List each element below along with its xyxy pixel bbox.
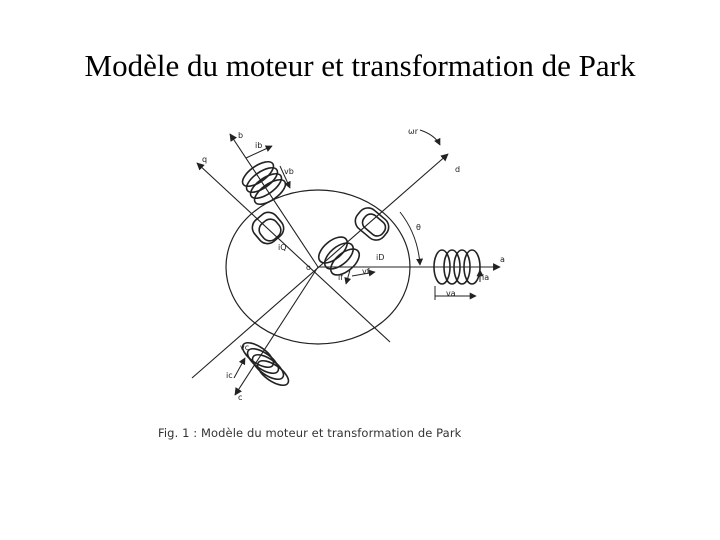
- axis-a-label: a: [500, 255, 505, 264]
- axis-q-line: [197, 163, 390, 342]
- if-label: if: [338, 273, 344, 282]
- iq-label: iQ: [278, 243, 287, 252]
- coil-b: [239, 157, 290, 209]
- vb-label: vb: [284, 167, 294, 176]
- axis-c-label: c: [238, 393, 243, 402]
- axis-b-line: [230, 134, 318, 267]
- ia-label: ia: [482, 273, 490, 282]
- id-label: iD: [376, 253, 385, 262]
- origin-label: o: [306, 263, 311, 272]
- theta-label: θ: [416, 223, 421, 232]
- axis-q-label: q: [202, 155, 208, 164]
- ic-label: ic: [226, 371, 233, 380]
- axis-b-label: b: [238, 131, 244, 140]
- ib-label: ib: [255, 141, 263, 150]
- axis-d-label: d: [455, 165, 461, 174]
- park-diagram: [150, 110, 530, 410]
- coil-d: [351, 204, 392, 244]
- axis-c-line: [235, 267, 318, 395]
- motor-model-svg: [150, 110, 530, 410]
- va-label: va: [446, 289, 456, 298]
- omega-label: ωr: [408, 127, 418, 136]
- vf-label: vf: [362, 267, 370, 276]
- omega-arc: [420, 130, 440, 145]
- vc-label: vc: [240, 343, 250, 352]
- slide-title: Modèle du moteur et transformation de Park: [84, 48, 636, 83]
- figure-caption: Fig. 1 : Modèle du moteur et transformation de Park: [158, 426, 462, 440]
